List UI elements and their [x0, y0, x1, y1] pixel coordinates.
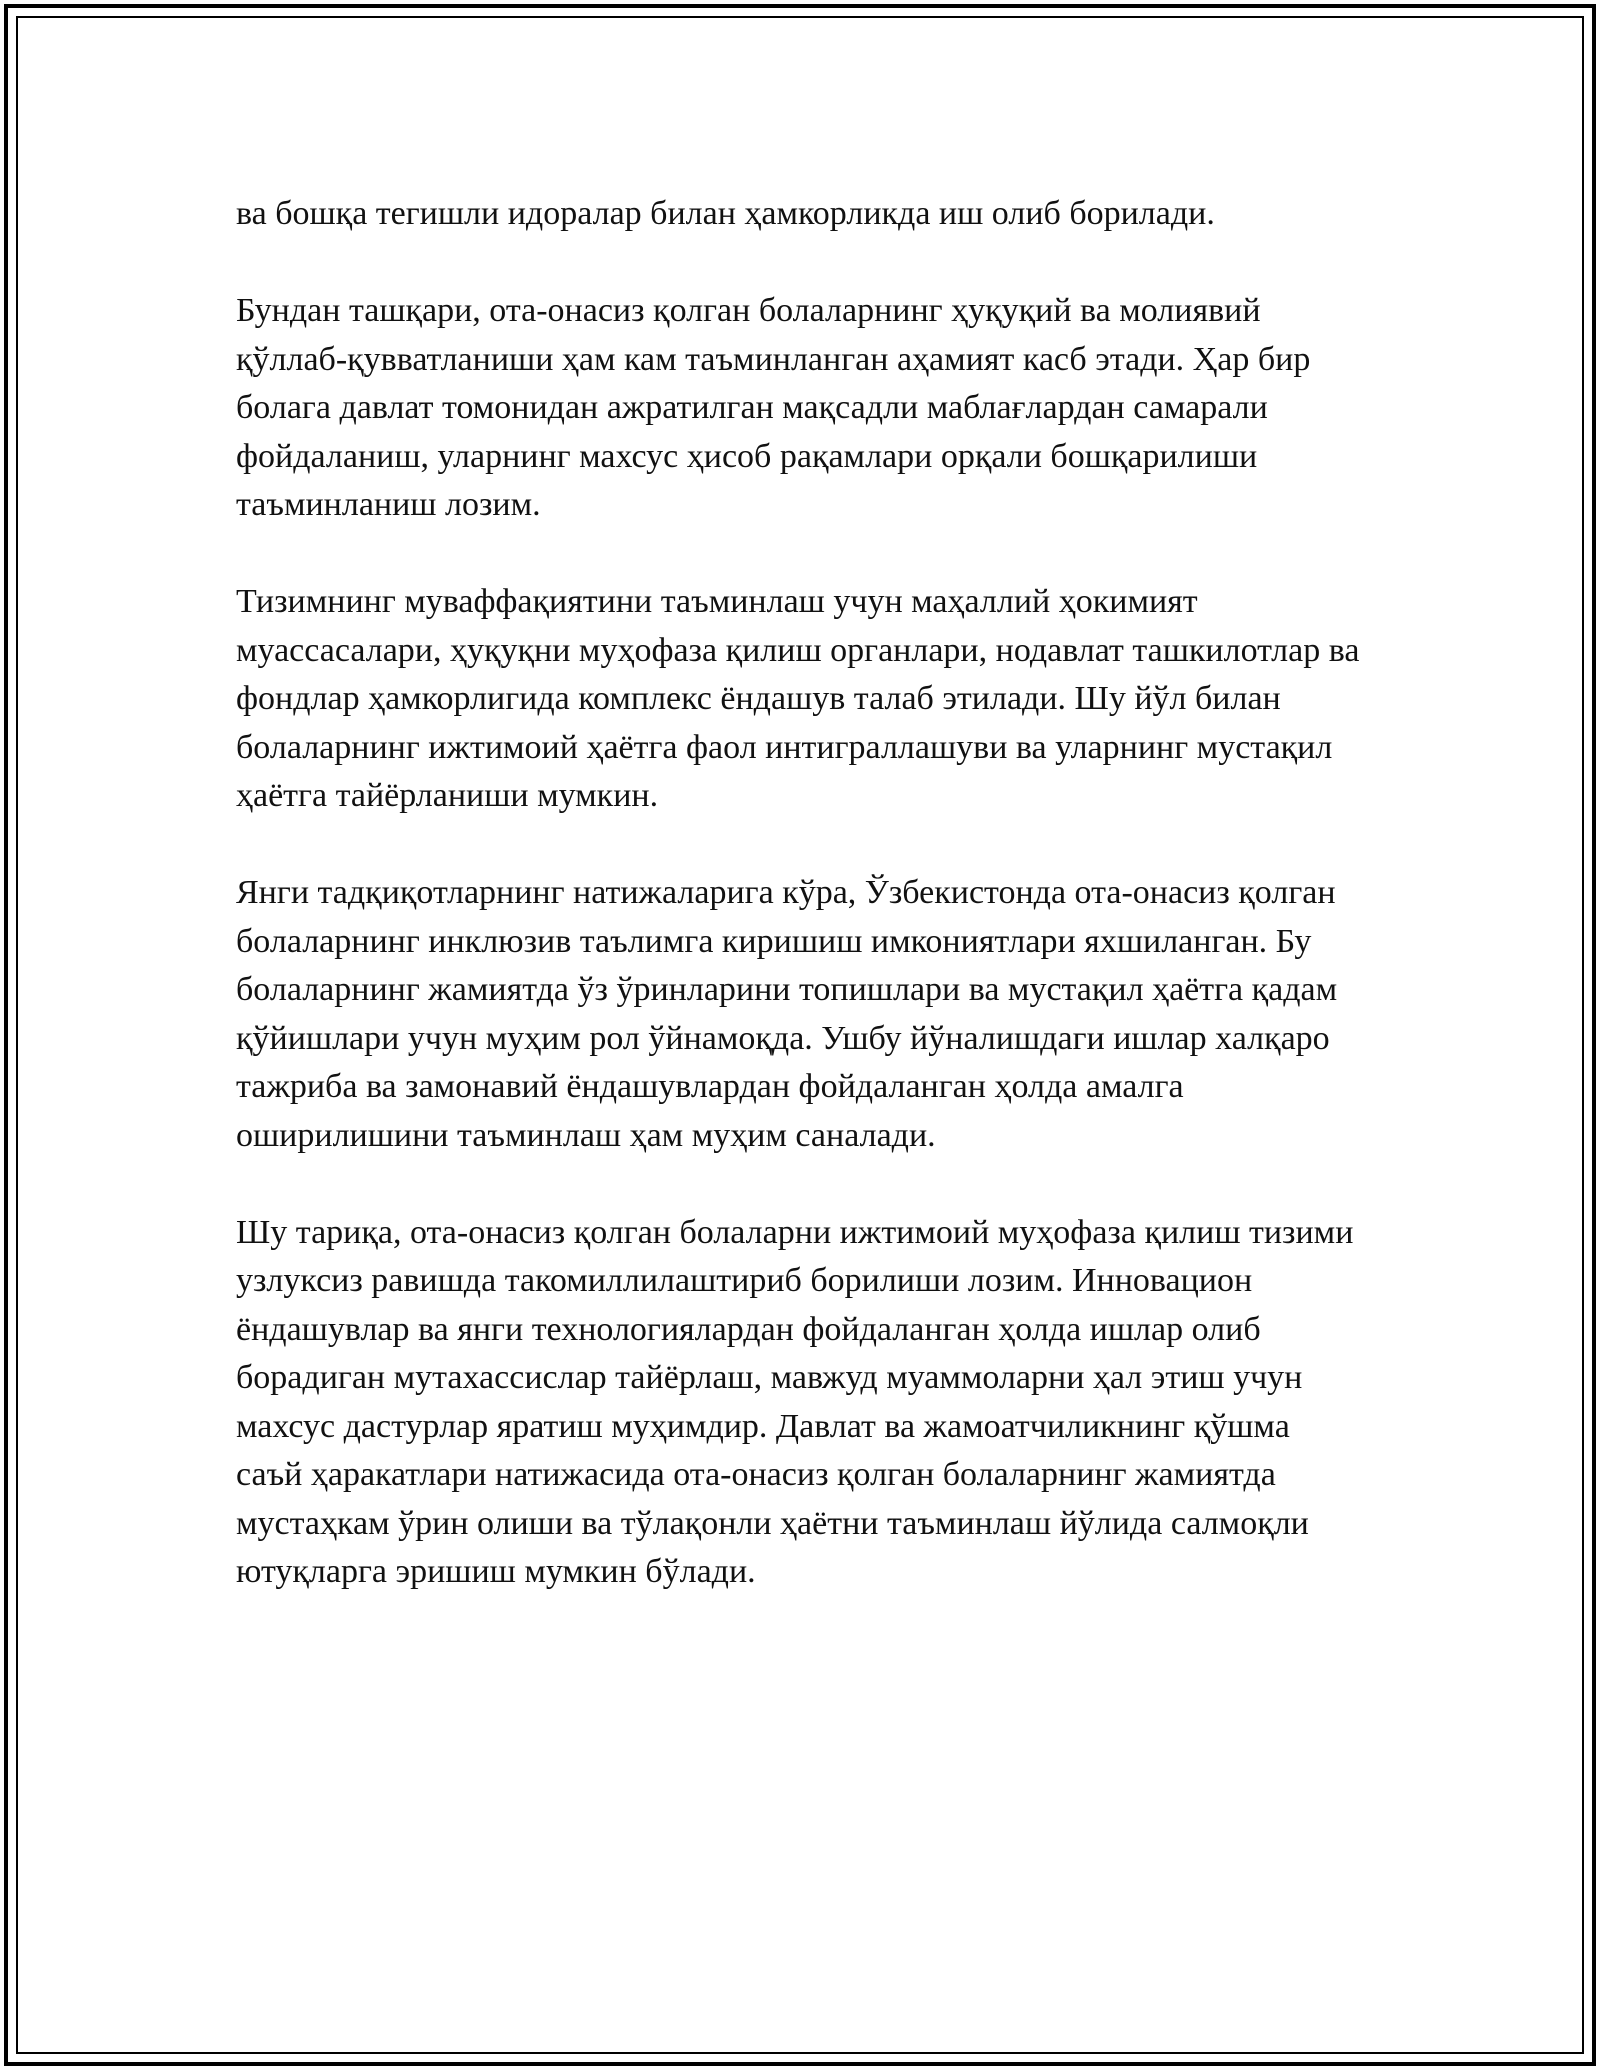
paragraph-1: ва бошқа тегишли идоралар билан ҳамкорликда иш олиб борилади. — [236, 195, 1215, 232]
paragraph-5: Шу тариқа, ота-онасиз қолган болаларни ижтимоий муҳофаза қилиш тизими узлуксиз равишда такомиллилаштириб борилиши лозим. Инновацион ёндашувлар ва янги технологиялардан фойдаланган ҳолда ишлар олиб борадиган мутахассислар тайёрлаш, мавжуд муаммоларни ҳал этиш учун махсус дастурлар яратиш муҳимдир. Давлат ва жамоатчиликнинг қўшма саъй ҳаракатлари натижасида ота-онасиз қолган болаларнинг жамиятда мустаҳкам ўрин олиши ва тўлақонли ҳаётни таъминлаш йўлида салмоқли ютуқларга эришиш мумкин бўлади. — [236, 1213, 1354, 1590]
document-body — [236, 190, 1361, 1597]
paragraph-4: Янги тадқиқотларнинг натижаларига кўра, Ўзбекистонда ота-онасиз қолган болаларнинг инклюзив таълимга киришиш имкониятлари яхшиланган. Бу болаларнинг жамиятда ўз ўринларини топишлари ва мустақил ҳаётга қадам қўйишлари учун муҳим рол ўйнамоқда. Ушбу йўналишдаги ишлар халқаро тажриба ва замонавий ёндашувлардан фойдаланган ҳолда амалга оширилишини таъминлаш ҳам муҳим саналади. — [236, 874, 1338, 1154]
paragraph-2: Бундан ташқари, ота-онасиз қолган болаларнинг ҳуқуқий ва молиявий қўллаб-қувватланиши ҳам кам таъминланган аҳамият касб этади. Ҳар бир болага давлат томонидан ажратилган мақсадли маблағлардан самарали фойдаланиш, уларнинг махсус ҳисоб рақамлари орқали бошқарилиши таъминланиш лозим. — [236, 292, 1311, 523]
paragraph-3: Тизимнинг муваффақиятини таъминлаш учун маҳаллий ҳокимият муассасалари, ҳуқуқни муҳофаза қилиш органлари, нодавлат ташкилотлар ва фондлар ҳамкорлигида комплекс ёндашув талаб этилади. Шу йўл билан болаларнинг ижтимоий ҳаётга фаол интиграллашуви ва уларнинг мустақил ҳаётга тайёрланиши мумкин. — [236, 583, 1360, 814]
